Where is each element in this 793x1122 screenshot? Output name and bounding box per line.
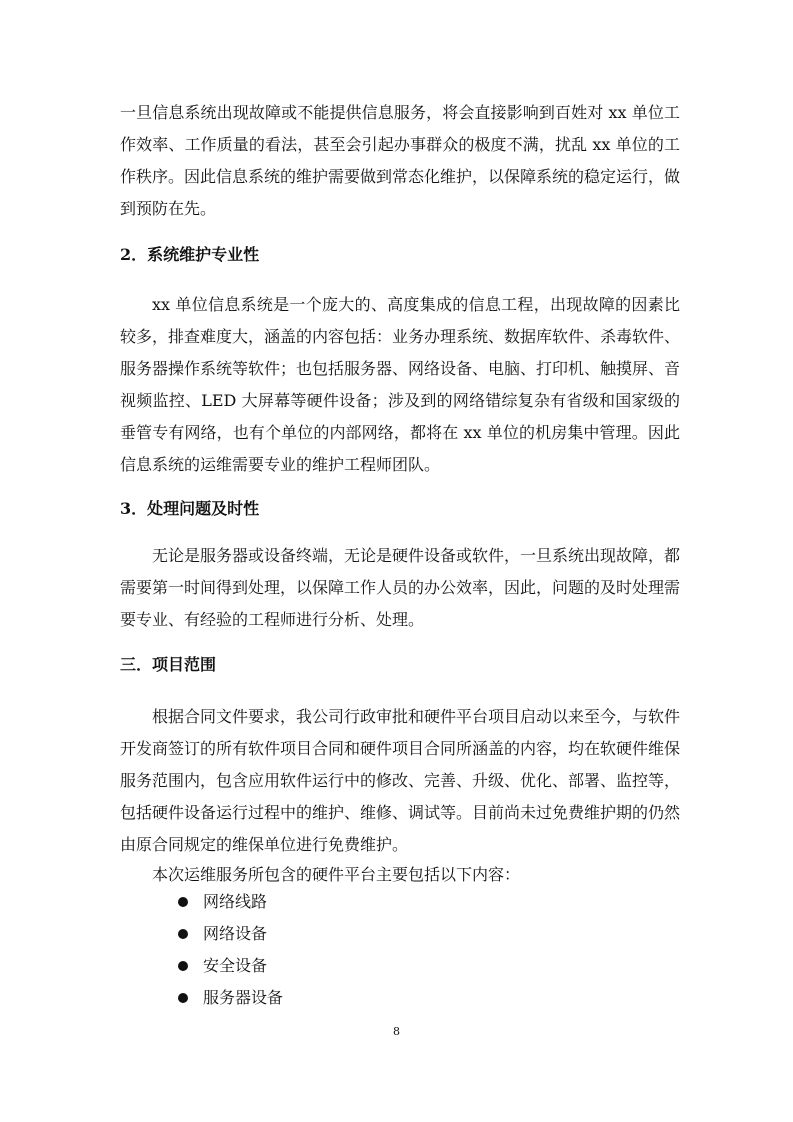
list-item-text: 服务器设备 xyxy=(203,988,284,1007)
list-item-text: 安全设备 xyxy=(203,956,268,975)
heading-maintenance-professionalism: 2．系统维护专业性 xyxy=(120,245,260,264)
heading-project-scope: 三．项目范围 xyxy=(120,655,217,674)
paragraph-contract-scope: 根据合同文件要求，我公司行政审批和硬件平台项目启动以来至今，与软件开发商签订的所有软件项目合同和硬件项目合同所涵盖的内容，均在软硬件维保服务范围内，包含应用软件运行中的修改、完善、升级、优化、部署、监控等，包括硬件设备运行过程中的维护、维修、调试等。目前尚未过免费维护期的仍然由原合同规定的维保单位进行免费维护。 xyxy=(120,707,681,854)
paragraph-timely-handling: 无论是服务器或设备终端，无论是硬件设备或软件，一旦系统出现故障，都需要第一时间得到处理，以保障工作人员的办公效率，因此，问题的及时处理需要专业、有经验的工程师进行分析、处理。 xyxy=(120,546,681,629)
bullet-dot-icon xyxy=(178,929,188,939)
paragraph-hardware-intro: 本次运维服务所包含的硬件平台主要包括以下内容： xyxy=(152,865,521,884)
paragraph-system-scope: xx 单位信息系统是一个庞大的、高度集成的信息工程，出现故障的因素比较多，排查难度大，涵盖的内容包括：业务办理系统、数据库软件、杀毒软件、服务器操作系统等软件；也包括服务器、网络设备、电脑、打印机、触摸屏、音视频监控、LED 大屏幕等硬件设备；涉及到的网络错综复杂有省级和国家级的垂管专有网络，也有个单位的内部网络，都将在 xx 单位的机房集中管理。因此信息系统的运维需要专业的维护工程师团队。 xyxy=(120,295,681,474)
bullet-dot-icon xyxy=(178,993,188,1003)
heading-timely-handling: 3．处理问题及时性 xyxy=(120,499,260,518)
list-item-text: 网络设备 xyxy=(203,924,268,943)
page-number: 8 xyxy=(393,1025,400,1038)
list-item-text: 网络线路 xyxy=(203,892,268,911)
paragraph-service-impact: 一旦信息系统出现故障或不能提供信息服务，将会直接影响到百姓对 xx 单位工作效率、工作质量的看法，甚至会引起办事群众的极度不满，扰乱 xx 单位的工作秩序。因此信息系统的维护需要做到常态化维护，以保障系统的稳定运行，做到预防在先。 xyxy=(120,103,681,218)
bullet-dot-icon xyxy=(178,897,188,907)
bullet-dot-icon xyxy=(178,961,188,971)
